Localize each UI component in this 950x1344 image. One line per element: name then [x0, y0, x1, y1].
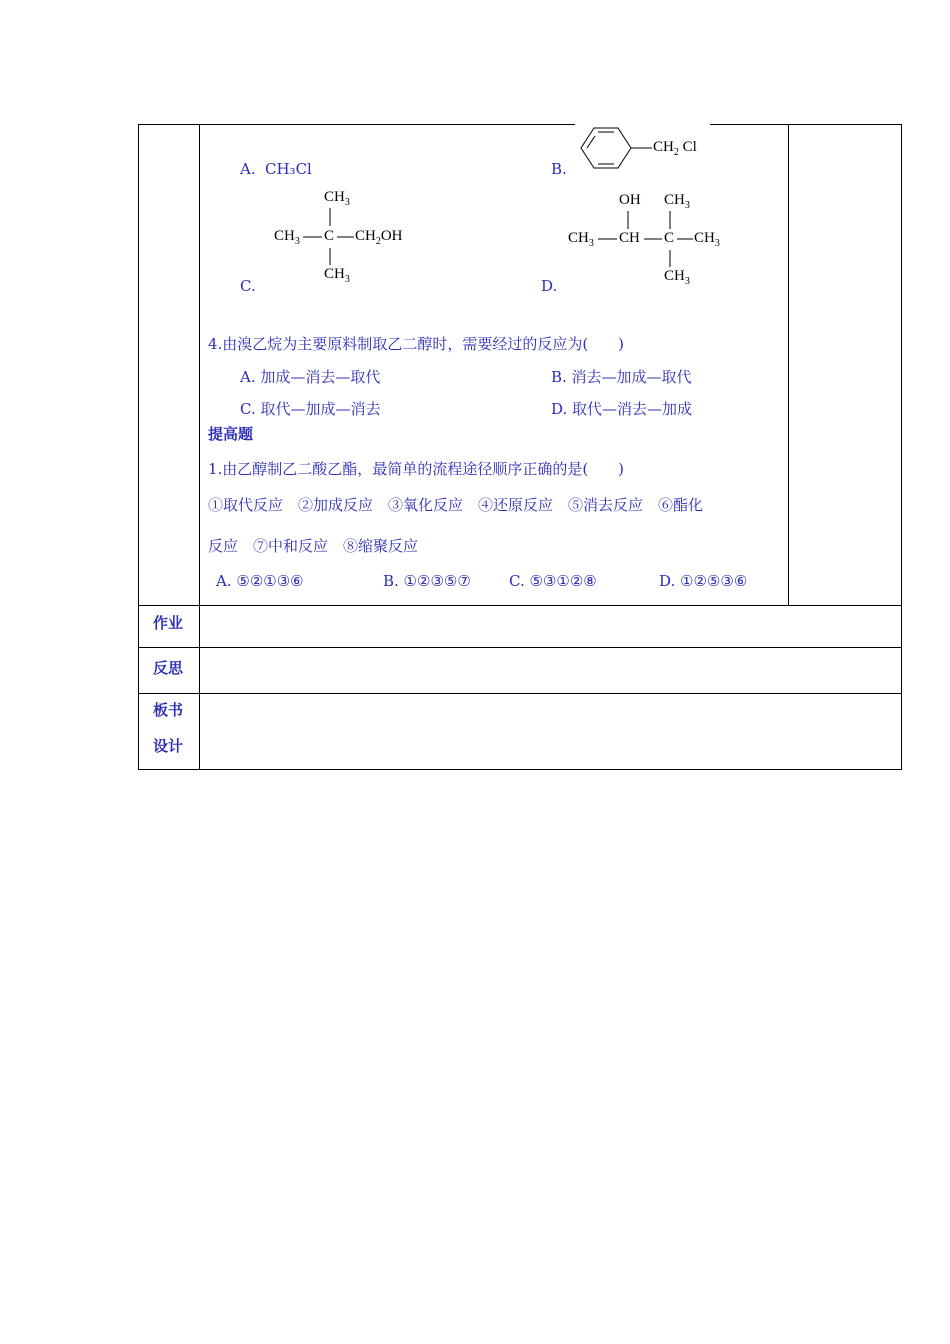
table-divider — [138, 647, 901, 648]
option-d-label: D. — [541, 277, 558, 295]
methyl-bottom: CH — [664, 268, 685, 284]
option-b-label: B. — [551, 160, 567, 178]
table-divider — [138, 605, 901, 606]
ch-group: CH — [619, 230, 640, 246]
reaction-steps-line-2: 反应 ⑦中和反应 ⑧缩聚反应 — [208, 537, 419, 555]
subscript: 3 — [714, 238, 720, 249]
center-carbon: C — [664, 230, 675, 246]
chlorine: Cl — [682, 139, 697, 155]
methyl-bottom: CH — [324, 266, 345, 282]
option-c: C. ⑤③①②⑧ — [509, 572, 597, 590]
subscript: 3 — [684, 276, 690, 287]
methyl-top: CH — [324, 189, 345, 205]
subscript: 3 — [294, 236, 300, 247]
option-a-formula: CH₃Cl — [265, 160, 312, 178]
option-a: A. ⑤②①③⑥ — [216, 572, 304, 590]
subscript: 3 — [588, 238, 594, 249]
center-carbon: C — [324, 228, 335, 244]
bond-lines — [0, 0, 1, 1]
option-c: C. 取代—加成—消去 — [240, 400, 381, 418]
option-b: B. ①②③⑤⑦ — [383, 572, 471, 590]
option-b: B. 消去—加成—取代 — [551, 368, 692, 386]
option-c-label: C. — [240, 277, 256, 295]
reflection-label: 反思 — [153, 659, 184, 677]
hydroxyl: OH — [619, 192, 641, 208]
subscript: 3 — [684, 200, 690, 211]
question-text: 1.由乙醇制乙二酸乙酯，最简单的流程途径顺序正确的是( ) — [208, 460, 625, 478]
option-d: D. 取代—消去—加成 — [551, 400, 693, 418]
ch2-group: CH — [355, 228, 376, 244]
hydroxyl: OH — [380, 228, 403, 244]
subscript: 3 — [344, 197, 350, 208]
ch2-group: CH — [653, 139, 674, 155]
board-design-label-2: 设计 — [153, 737, 184, 755]
methyl-left: CH — [568, 230, 589, 246]
methyl-left: CH — [274, 228, 295, 244]
question-text: 4.由溴乙烷为主要原料制取乙二醇时，需要经过的反应为( ) — [208, 335, 625, 353]
option-a: A. 加成—消去—取代 — [240, 368, 381, 386]
section-heading: 提高题 — [208, 425, 254, 443]
table-divider — [199, 124, 200, 769]
subscript: 2 — [375, 236, 381, 247]
methyl-right: CH — [694, 230, 715, 246]
table-divider — [788, 124, 789, 605]
methyl-top: CH — [664, 192, 685, 208]
reaction-steps-line-1: ①取代反应 ②加成反应 ③氧化反应 ④还原反应 ⑤消去反应 ⑥酯化 — [208, 496, 704, 514]
homework-label: 作业 — [153, 614, 184, 632]
subscript: 3 — [344, 274, 350, 285]
table-divider — [138, 693, 901, 694]
subscript: 2 — [673, 147, 679, 158]
board-design-label-1: 板书 — [153, 701, 184, 719]
option-d: D. ①②⑤③⑥ — [659, 572, 748, 590]
option-a-label: A. — [240, 160, 256, 178]
